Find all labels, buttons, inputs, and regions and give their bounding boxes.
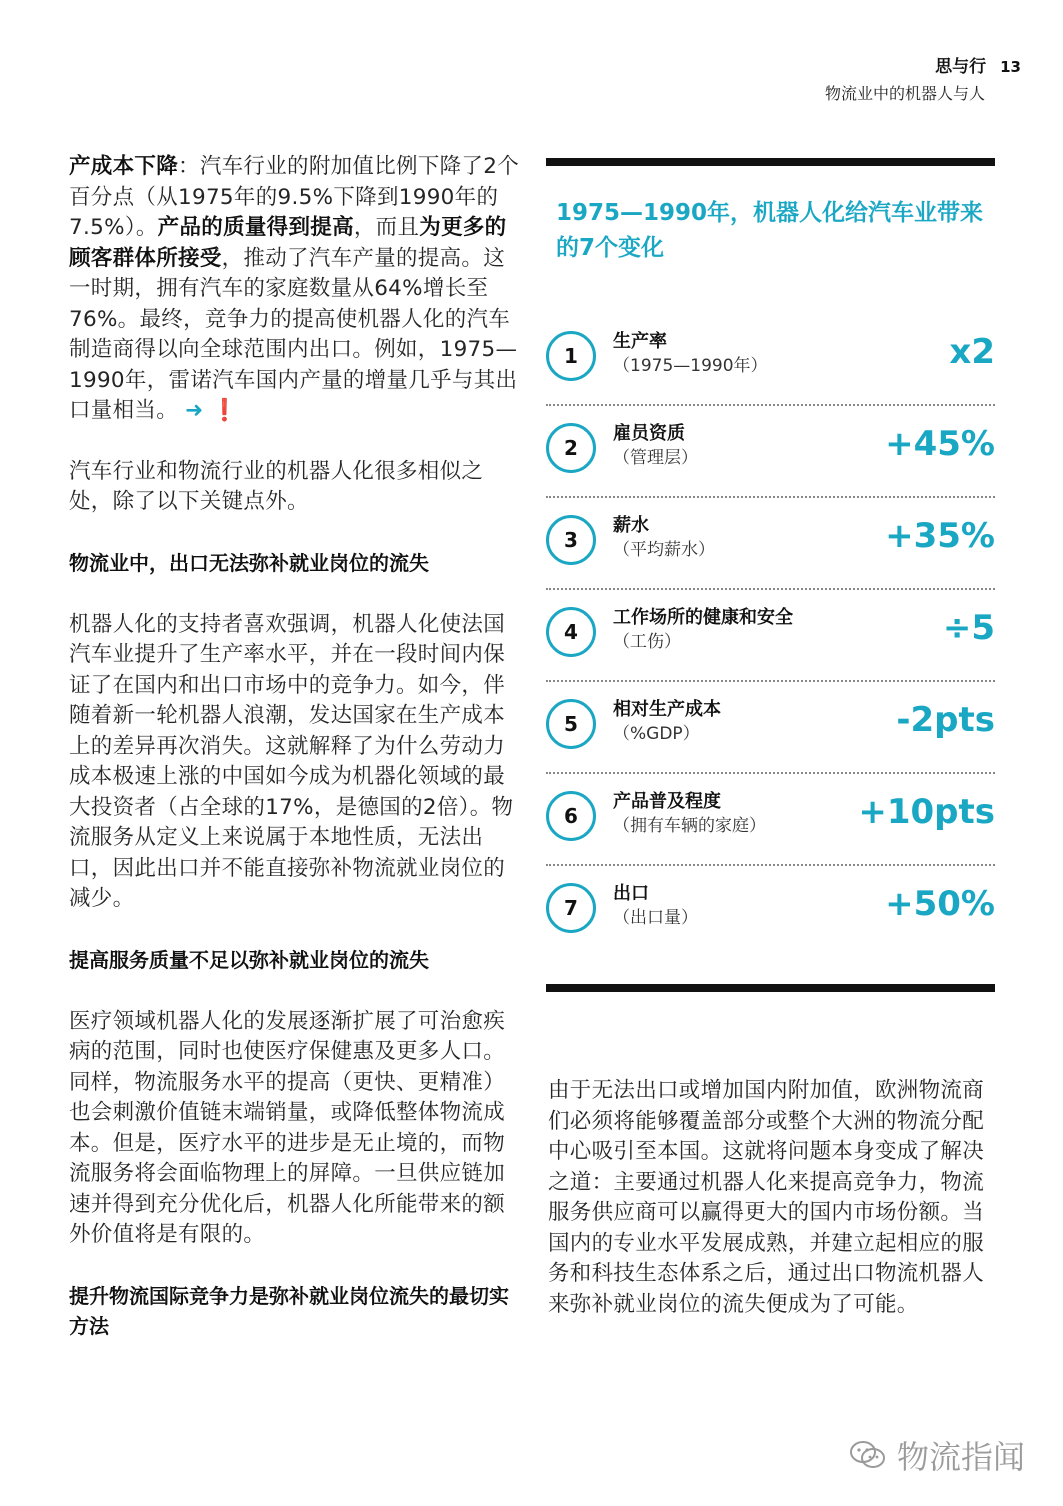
item-subtitle: （1975—1990年） <box>613 356 768 376</box>
list-item <box>546 406 995 498</box>
item-label <box>613 330 768 378</box>
bold-phrase: 为更多的顾客群体所接受 <box>69 215 507 271</box>
item-label <box>613 514 715 562</box>
list-item <box>546 590 995 682</box>
item-value: +45% <box>885 424 995 464</box>
box-title: 1975—1990年，机器人化给汽车业带来的7个变化 <box>556 200 984 261</box>
number-circle: 7 <box>546 883 596 933</box>
section-heading: 物流业中，出口无法弥补就业岗位的流失 <box>69 550 429 575</box>
number-circle: 6 <box>546 791 596 841</box>
read-more-link[interactable]: ➜ ❗ <box>185 398 239 423</box>
item-subtitle: （%GDP） <box>613 724 700 744</box>
item-value: +50% <box>885 884 995 924</box>
left-column <box>69 152 519 1341</box>
list-item <box>546 314 995 406</box>
list-item <box>546 866 995 956</box>
item-title: 产品普及程度 <box>613 791 721 812</box>
text-run: ：汽车行业的附加值比例下降了2个百分点（从1975年的9.5%下降到1990年的7.5%）。 <box>69 154 519 240</box>
paragraph-3: 机器人化的支持者喜欢强调，机器人化使法国汽车业提升了生产率水平，并在一段时间内保证了在国内和出口市场中的竞争力。如今，伴随着新一轮机器人浪潮，发达国家在生产成本上的差异再次消失。这就解释了为什么劳动力成本极速上涨的中国如今成为机器化领域的最大投资者（占全球的17%，是德国的2倍）。物流服务从定义上来说属于本地性质，无法出口，因此出口并不能直接弥补物流就业岗位的减少。 <box>69 611 514 911</box>
item-title: 生产率 <box>613 331 667 352</box>
item-title: 雇员资质 <box>613 423 685 444</box>
bold-phrase: 产品的质量得到提高 <box>157 215 354 240</box>
header-subtitle: 物流业中的机器人与人 <box>824 84 985 103</box>
item-value: -2pts <box>896 700 995 740</box>
item-subtitle: （平均薪水） <box>613 540 715 560</box>
item-subtitle: （拥有车辆的家庭） <box>613 816 766 836</box>
number-circle: 4 <box>546 607 596 657</box>
paragraph-1 <box>69 152 519 427</box>
item-title: 出口 <box>613 883 649 904</box>
item-label <box>613 606 793 654</box>
item-value: +35% <box>885 516 995 556</box>
item-title: 工作场所的健康和安全 <box>613 607 793 628</box>
item-title: 薪水 <box>613 515 649 536</box>
changes-list <box>546 314 995 956</box>
item-value: ÷5 <box>942 608 995 648</box>
paragraph-2: 汽车行业和物流行业的机器人化很多相似之处，除了以下关键点外。 <box>69 458 484 514</box>
item-subtitle: （管理层） <box>613 448 698 468</box>
changes-box <box>546 158 995 992</box>
section-heading: 提高服务质量不足以弥补就业岗位的流失 <box>69 947 429 972</box>
item-value: x2 <box>949 332 995 372</box>
item-label <box>613 698 721 746</box>
item-label <box>613 790 766 838</box>
list-item <box>546 682 995 774</box>
number-circle: 2 <box>546 423 596 473</box>
page-header <box>825 52 1021 104</box>
item-label <box>613 882 698 930</box>
bottom-rule <box>546 984 995 992</box>
item-label <box>613 422 698 470</box>
item-subtitle: （出口量） <box>613 908 698 928</box>
list-item <box>546 498 995 590</box>
watermark-text: 物流指闻 <box>896 1438 1025 1476</box>
text-run: ，而且 <box>353 215 420 240</box>
top-rule <box>546 158 995 166</box>
wechat-icon <box>849 1440 887 1470</box>
item-title: 相对生产成本 <box>613 699 721 720</box>
list-item <box>546 774 995 866</box>
number-circle: 3 <box>546 515 596 565</box>
item-subtitle: （工伤） <box>613 632 681 652</box>
page-number: 13 <box>1000 58 1021 76</box>
text-run: ，推动了汽车产量的提高。这一时期，拥有汽车的家庭数量从64%增长至76%。最终，竞争力的提高使机器人化的汽车制造商得以向全球范围内出口。例如，1975—1990年，雷诺汽车国内产量的增量几乎与其出口量相当。 <box>69 245 518 423</box>
watermark <box>849 1432 1025 1478</box>
paragraph-4: 医疗领域机器人化的发展逐渐扩展了可治愈疾病的范围，同时也使医疗保健惠及更多人口。同样，物流服务水平的提高（更快、更精准）也会刺激价值链末端销量，或降低整体物流成本。但是，医疗水平的进步是无止境的，而物流服务将会面临物理上的屏障。一旦供应链加速并得到充分优化后，机器人化所能带来的额外价值将是有限的。 <box>69 1008 506 1247</box>
number-circle: 5 <box>546 699 596 749</box>
section-heading: 提升物流国际竞争力是弥补就业岗位流失的最切实方法 <box>69 1283 509 1338</box>
number-circle: 1 <box>546 331 596 381</box>
paragraph-5: 由于无法出口或增加国内附加值，欧洲物流商们必须将能够覆盖部分或整个大洲的物流分配中心吸引至本国。这就将问题本身变成了解决之道：主要通过机器人化来提高竞争力，物流服务供应商可以赢得更大的国内市场份额。当国内的专业水平发展成熟，并建立起相应的服务和科技生态体系之后，通过出口物流机器人来弥补就业岗位的流失便成为了可能。 <box>548 1078 985 1317</box>
item-value: +10pts <box>858 792 995 832</box>
bold-phrase: 产成本下降 <box>69 154 179 179</box>
header-title: 思与行 <box>935 57 987 77</box>
